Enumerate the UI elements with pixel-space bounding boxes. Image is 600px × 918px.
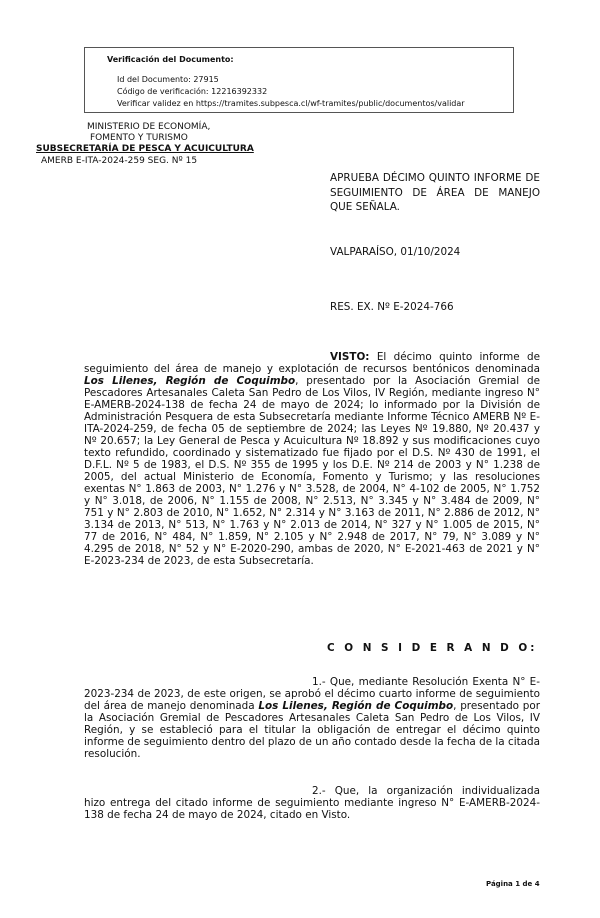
item1-area-name: Los Lilenes, Región de Coquimbo [258, 700, 454, 712]
document-title: APRUEBA DÉCIMO QUINTO INFORME DE SEGUIMIENTO DE ÁREA DE MANEJO QUE SEÑALA. [330, 172, 540, 213]
item1-text-a: 1.- Que, mediante Resolución Exenta N° E-2023-234 de 2023, de este origen, se aprobó el décimo cuarto informe de seguimiento del área de manejo denominada [84, 676, 540, 712]
page-number: Página 1 de 4 [486, 880, 540, 888]
verification-box [84, 47, 514, 113]
place-date: VALPARAÍSO, 01/10/2024 [330, 246, 461, 258]
document-id: • Id del Documento: 27915 [117, 74, 513, 86]
item1-text-b: , presentado por la Asociación Gremial de Pescadores Artesanales Caleta San Pedro de Los Vilos, IV Región, y se estableció para el titular la obligación de entregar el décimo quinto informe de seguimiento dentro del plazo de un año contado desde la fecha de la citada resolución. [84, 700, 541, 760]
item2-text: 2.- Que, la organización individualizada hizo entrega del citado informe de seguimiento mediante ingreso N° E-AMERB-2024-138 de fecha 24 de mayo de 2024, citado en Visto. [84, 785, 540, 821]
verification-list [107, 74, 513, 110]
visto-label: VISTO: [330, 351, 370, 363]
considerando-heading: C O N S I D E R A N D O: [327, 642, 538, 654]
resolution-number: RES. EX. Nº E-2024-766 [330, 301, 454, 313]
considerando-item-2 [84, 785, 540, 821]
reference-number: AMERB E-ITA-2024-259 SEG. Nº 15 [41, 156, 198, 166]
visto-area-name: Los Lilenes, Región de Coquimbo [84, 375, 296, 387]
verification-title: Verificación del Documento: [107, 55, 234, 64]
subsecretaria-name: SUBSECRETARÍA DE PESCA Y ACUICULTURA [36, 144, 254, 154]
verification-link[interactable]: • Verificar validez en https://tramites.subpesca.cl/wf-tramites/public/documentos/validar [117, 98, 513, 110]
ministry-line-1: MINISTERIO DE ECONOMÍA, [87, 122, 211, 132]
visto-text-a: El décimo quinto informe de seguimiento del área de manejo y explotación de recursos bentónicos denominada [84, 351, 540, 375]
ministry-line-2: FOMENTO Y TURISMO [90, 133, 188, 143]
verification-code: • Código de verificación: 12216392332 [117, 86, 513, 98]
visto-text-b: , presentado por la Asociación Gremial de Pescadores Artesanales Caleta San Pedro de Los Vilos, IV Región, mediante ingreso N° E-AMERB-2024-138 de fecha 24 de mayo de 2024; lo informado por la División de Administración Pesquera de esta Subsecretaría mediante Informe Técnico AMERB Nº E-ITA-2024-259, de fecha 05 de septiembre de 2024; las Leyes Nº 19.880, Nº 20.437 y Nº 20.657; la Ley General de Pesca y Acuicultura Nº 18.892 y sus modificaciones cuyo texto refundido, coordinado y sistematizado fue fijado por el D.S. Nº 430 de 1991, el D.F.L. Nº 5 de 1983, el D.S. Nº 355 de 1995 y los D.E. Nº 214 de 2003 y N° 1.238 de 2005, del actual Ministerio de Economía, Fomento y Turismo; y las resoluciones exentas N° 1.863 de 2003, N° 1.276 y N° 3.528, de 2004, N° 4-102 de 2005, N° 1.752 y N° 3.018, de 2006, N° 1.155 de 2008, N° 2.513, N° 3.345 y N° 3.484 de 2009, N° 751 y N° 2.803 de 2010, N° 1.652, N° 2.314 y N° 3.163 de 2011, N° 2.886 de 2012, N° 3.134 de 2013, N° 513, N° 1.763 y N° 2.013 de 2014, N° 327 y N° 1.005 de 2015, N° 77 de 2016, N° 484, N° 1.859, N° 2.105 y N° 2.948 de 2017, N° 79, N° 3.089 y N° 4.295 de 2018, N° 52 y N° E-2020-290, ambas de 2020, N° E-2021-463 de 2021 y N° E-2023-234 de 2023, de esta Subsecretaría. [84, 375, 540, 567]
visto-paragraph [84, 351, 540, 567]
considerando-item-1 [84, 676, 540, 760]
